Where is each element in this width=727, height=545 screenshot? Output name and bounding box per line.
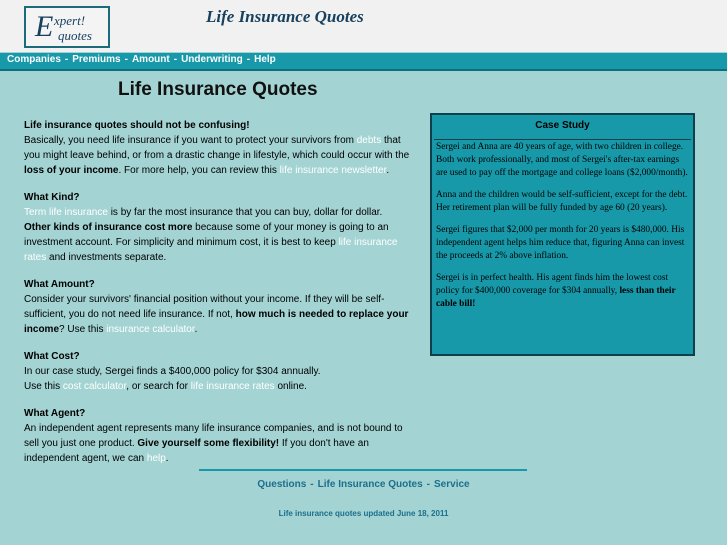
nav-help[interactable]: Help	[254, 54, 276, 65]
kind-text-2: because some of your money is going to an investment account. For simplicity and minimum cost, it is best to keep	[24, 222, 389, 248]
newsletter-link[interactable]: life insurance newsletter	[279, 165, 387, 176]
amount-heading: What Amount?	[24, 279, 95, 290]
main-content	[24, 118, 410, 478]
debts-link[interactable]: debts	[356, 135, 382, 146]
amount-text-3: .	[194, 324, 198, 335]
case-study-body	[436, 141, 689, 320]
footer-updated: Life insurance quotes updated June 18, 2011	[278, 509, 449, 518]
intro-text-4: .	[386, 165, 390, 176]
help-link[interactable]: help	[146, 453, 166, 464]
footer-nav	[0, 479, 727, 490]
kind-heading: What Kind?	[24, 192, 80, 203]
case-study-p4	[436, 272, 689, 311]
agent-text-2: If you don't have an independent agent, we can	[24, 438, 369, 464]
rates-search-link[interactable]: life insurance rates	[190, 381, 275, 392]
footer-divider	[199, 469, 527, 471]
nav-separator: -	[246, 54, 251, 65]
cost-calculator-link[interactable]: cost calculator	[62, 381, 127, 392]
intro-bold: loss of your income	[24, 165, 119, 176]
footer-separator: -	[426, 479, 431, 490]
case-study-p4-bold: less than their cable bill!	[436, 286, 676, 309]
footer-service-link[interactable]: Service	[434, 479, 470, 490]
nav-separator: -	[124, 54, 128, 65]
logo-line1: xpert!	[54, 13, 86, 28]
kind-text	[24, 205, 410, 265]
agent-text-1: An independent agent represents many life insurance companies, and is not bound to sell you just one product.	[24, 423, 403, 449]
case-study-p1: Sergei and Anna are 40 years of age, with two children in college. Both work professionally, and most of Sergei's after-tax earnings are used to pay off the mortgage and college loans ($2,000/month).	[436, 142, 688, 178]
cost-text-4: online.	[274, 381, 307, 392]
nav-bar	[0, 53, 727, 71]
term-life-link[interactable]: Term life insurance	[24, 207, 108, 218]
footer-life-insurance-quotes-link[interactable]: Life Insurance Quotes	[317, 479, 423, 490]
intro-text-1: Basically, you need life insurance if you want to protect your survivors from	[24, 135, 357, 146]
intro-text-3: . For more help, you can review this	[118, 165, 280, 176]
insurance-calculator-link[interactable]: insurance calculator	[106, 324, 195, 335]
nav-underwriting[interactable]: Underwriting	[181, 54, 243, 65]
nav-amount[interactable]: Amount	[131, 54, 170, 65]
kind-bold: Other kinds of insurance cost more	[24, 222, 193, 233]
nav-premiums[interactable]: Premiums	[72, 54, 121, 65]
cost-text-3: , or search for	[126, 381, 191, 392]
case-study-p3: Sergei figures that $2,000 per month for 20 years is $480,000. His independent agent helps him reduce that, figuring Anna can invest the proceeds at 2% above inflation.	[436, 225, 685, 261]
footer-separator: -	[310, 479, 314, 490]
nav-separator: -	[173, 54, 178, 65]
section-kind	[24, 190, 410, 265]
amount-text-2: ? Use this	[59, 324, 107, 335]
agent-text-3: .	[165, 453, 169, 464]
logo-line2: quotes	[58, 28, 92, 43]
case-study-p2: Anna and the children would be self-sufficient, except for the debt. Her retirement plan will be fully funded by age 60 (20 years).	[436, 190, 688, 213]
section-intro	[24, 118, 410, 178]
case-study-box	[430, 113, 695, 356]
nav-companies[interactable]: Companies	[7, 54, 61, 65]
page-title: Life Insurance Quotes	[118, 79, 318, 100]
section-agent	[24, 406, 410, 466]
site-title: Life Insurance Quotes	[206, 7, 364, 26]
nav-separator: -	[64, 54, 69, 65]
kind-text-1: is by far the most insurance that you can buy, dollar for dollar.	[107, 207, 383, 218]
case-study-title: Case Study	[434, 117, 691, 140]
cost-text-2: Use this	[24, 381, 63, 392]
amount-text	[24, 292, 410, 337]
cost-heading: What Cost?	[24, 351, 80, 362]
header	[0, 0, 727, 52]
agent-bold: Give yourself some flexibility!	[137, 438, 280, 449]
intro-text	[24, 133, 410, 178]
logo[interactable]	[24, 6, 110, 48]
amount-bold: how much is needed to replace your income	[24, 309, 409, 335]
agent-heading: What Agent?	[24, 408, 86, 419]
section-amount	[24, 277, 410, 337]
intro-text-2: that you might leave behind, or from a drastic change in lifestyle, which could occur with the	[24, 135, 410, 161]
agent-text	[24, 421, 410, 466]
rates-link[interactable]: life insurance rates	[24, 237, 398, 263]
section-cost	[24, 349, 410, 394]
amount-text-1: Consider your survivors' financial position without your income. If they will be self-sufficient, you do not need life insurance. If not,	[24, 294, 385, 320]
cost-text-line2	[24, 379, 410, 394]
case-study-p4-text: Sergei is in perfect health. His agent finds him the lowest cost policy for $400,000 coverage for $304 annually,	[436, 273, 669, 296]
footer-questions-link[interactable]: Questions	[257, 479, 307, 490]
intro-heading: Life insurance quotes should not be confusing!	[24, 120, 250, 131]
logo-letter: E	[35, 10, 54, 43]
kind-text-3: and investments separate.	[46, 252, 167, 263]
cost-text-line1: In our case study, Sergei finds a $400,000 policy for $304 annually.	[24, 366, 321, 377]
